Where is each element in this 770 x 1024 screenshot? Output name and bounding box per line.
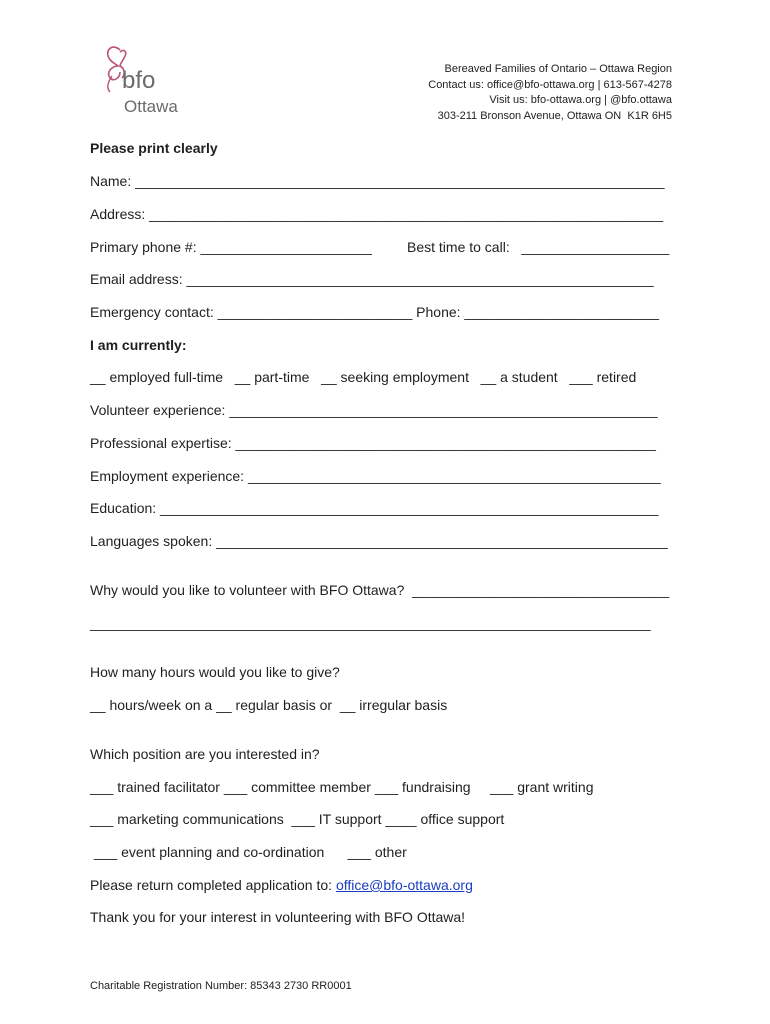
org-header xyxy=(428,62,672,124)
position-question: Which position are you interested in? xyxy=(90,746,320,762)
currently-options[interactable]: __ employed full-time __ part-time __ seeking employment __ a student ___ retired xyxy=(90,369,637,385)
positions-row-2[interactable]: ___ marketing communications ___ IT support ____ office support xyxy=(90,811,505,827)
org-visit: Visit us: bfo-ottawa.org | @bfo.ottawa xyxy=(489,94,672,107)
address-field[interactable]: Address: __________________________________________________________________ xyxy=(90,206,664,222)
best-time-field[interactable]: Best time to call: ___________________ xyxy=(407,239,670,255)
currently-heading: I am currently: xyxy=(90,337,187,353)
education-field[interactable]: Education: ________________________________________________________________ xyxy=(90,500,659,516)
bfo-ottawa-logo xyxy=(94,42,190,124)
logo-city: Ottawa xyxy=(124,97,178,116)
print-clearly-heading: Please print clearly xyxy=(90,140,218,156)
thank-you-text: Thank you for your interest in volunteering with BFO Ottawa! xyxy=(90,909,466,925)
primary-phone-field[interactable]: Primary phone #: ______________________ xyxy=(90,239,372,255)
return-label: Please return completed application to: xyxy=(90,877,336,893)
why-volunteer-field[interactable]: Why would you like to volunteer with BFO Ottawa? _________________________________ xyxy=(90,582,670,598)
email-field[interactable]: Email address: ____________________________________________________________ xyxy=(90,271,654,287)
employment-experience-field[interactable]: Employment experience: _____________________________________________________ xyxy=(90,468,661,484)
logo-brand: bfo xyxy=(122,67,156,94)
emergency-contact-field[interactable]: Emergency contact: _________________________ Phone: _________________________ xyxy=(90,304,660,320)
professional-expertise-field[interactable]: Professional expertise: ______________________________________________________ xyxy=(90,435,656,451)
positions-row-3[interactable]: ___ event planning and co-ordination ___ other xyxy=(90,844,407,860)
languages-field[interactable]: Languages spoken: __________________________________________________________ xyxy=(90,533,668,549)
positions-row-1[interactable]: ___ trained facilitator ___ committee member ___ fundraising ___ grant writing xyxy=(90,779,594,795)
volunteer-experience-field[interactable]: Volunteer experience: _______________________________________________________ xyxy=(90,402,658,418)
hours-options[interactable]: __ hours/week on a __ regular basis or __ irregular basis xyxy=(90,697,448,713)
butterfly-logo-icon xyxy=(94,42,190,124)
name-field[interactable]: Name: ____________________________________________________________________ xyxy=(90,173,665,189)
charitable-number: Charitable Registration Number: 85343 2730 RR0001 xyxy=(90,980,352,992)
hours-question: How many hours would you like to give? xyxy=(90,664,340,680)
org-address: 303-211 Bronson Avenue, Ottawa ON K1R 6H5 xyxy=(437,109,672,122)
org-name: Bereaved Families of Ontario – Ottawa Region xyxy=(444,63,672,75)
org-contact: Contact us: office@bfo-ottawa.org | 613-567-4278 xyxy=(428,78,672,91)
return-email-link[interactable]: office@bfo-ottawa.org xyxy=(335,877,473,893)
why-volunteer-line-2[interactable]: ________________________________________________________________________ xyxy=(90,615,651,631)
return-instructions xyxy=(90,877,473,893)
